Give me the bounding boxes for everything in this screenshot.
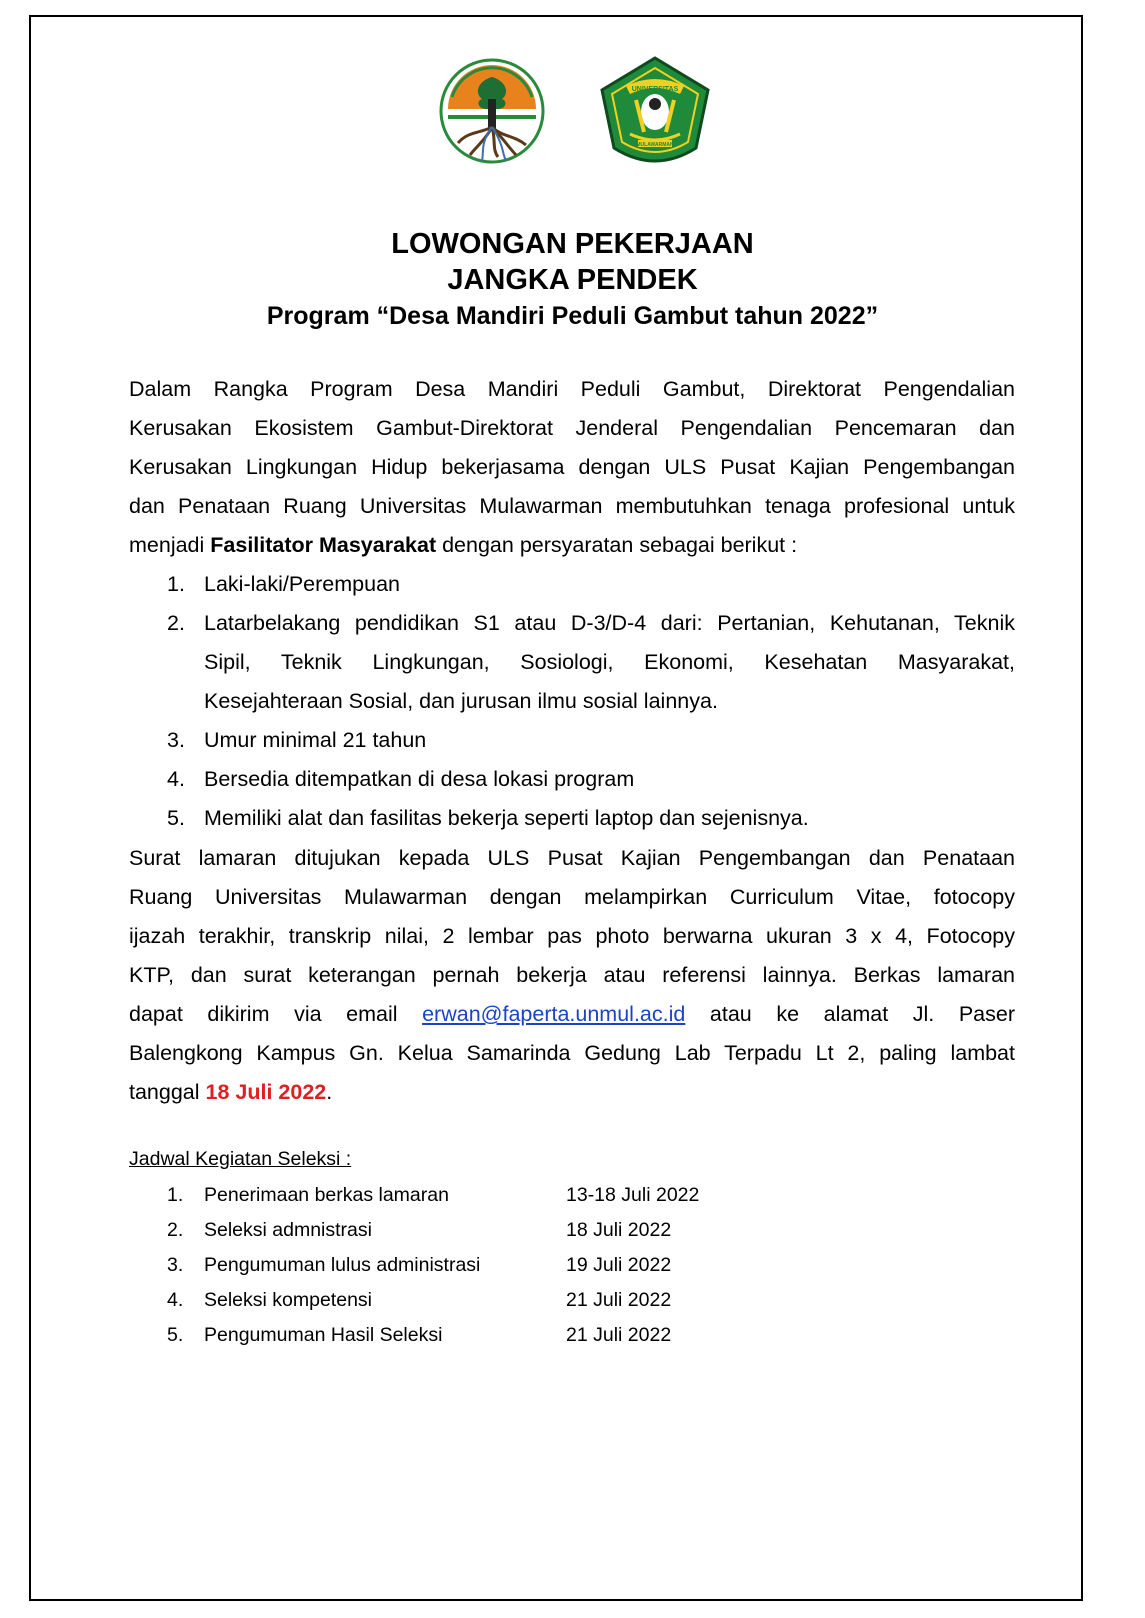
requirement-number: 4. — [167, 767, 185, 791]
schedule-activity: Pengumuman lulus administrasi — [204, 1254, 481, 1276]
schedule-date: 18 Juli 2022 — [566, 1219, 672, 1241]
schedule-activity: Seleksi admnistrasi — [204, 1219, 372, 1241]
title-line-1: LOWONGAN PEKERJAAN — [391, 228, 754, 260]
requirement-number: 2. — [167, 611, 185, 635]
requirement-item — [129, 604, 1015, 721]
application-text: . — [326, 1080, 333, 1104]
intro-line: Dalam Rangka Program Desa Mandiri Peduli Gambut, Direktorat Pengendalian — [129, 377, 1015, 401]
requirement-item — [129, 721, 1015, 760]
intro-line: dan Penataan Ruang Universitas Mulawarman membutuhkan tenaga profesional untuk — [129, 494, 1015, 518]
requirement-number: 5. — [167, 806, 185, 830]
schedule-number: 5. — [167, 1324, 184, 1346]
requirement-number: 3. — [167, 728, 185, 752]
application-line — [129, 1073, 1015, 1112]
application-line — [129, 995, 1015, 1034]
title-program: Program “Desa Mandiri Peduli Gambut tahun 2022” — [266, 302, 879, 330]
requirement-text: Memiliki alat dan fasilitas bekerja seperti laptop dan sejenisnya. — [204, 806, 809, 830]
schedule-activity: Pengumuman Hasil Seleksi — [204, 1324, 443, 1346]
schedule-number: 3. — [167, 1254, 184, 1276]
role-name: Fasilitator Masyarakat — [210, 533, 437, 557]
intro-line — [129, 526, 1015, 565]
application-line: Surat lamaran ditujukan kepada ULS Pusat Kajian Pengembangan dan Penataan — [129, 846, 1015, 870]
requirement-item — [129, 760, 1015, 799]
deadline-date: 18 Juli 2022 — [205, 1080, 327, 1104]
application-text: tanggal — [129, 1080, 206, 1104]
requirement-text: Laki-laki/Perempuan — [204, 572, 400, 596]
intro-text: menjadi — [129, 533, 211, 557]
requirement-text: Sipil, Teknik Lingkungan, Sosiologi, Ekonomi, Kesehatan Masyarakat, — [204, 650, 1015, 674]
intro-line: Kerusakan Ekosistem Gambut-Direktorat Jenderal Pengendalian Pencemaran dan — [129, 416, 1015, 440]
application-text: atau ke alamat Jl. Paser — [685, 1002, 1015, 1026]
requirement-text: Kesejahteraan Sosial, dan jurusan ilmu sosial lainnya. — [204, 689, 718, 713]
intro-paragraph — [129, 370, 1015, 565]
requirement-item — [129, 799, 1015, 838]
title-line-2: JANGKA PENDEK — [447, 264, 698, 296]
requirement-text: Latarbelakang pendidikan S1 atau D-3/D-4 dari: Pertanian, Kehutanan, Teknik — [204, 611, 1015, 635]
schedule-date: 19 Juli 2022 — [566, 1254, 672, 1276]
application-line: Balengkong Kampus Gn. Kelua Samarinda Gedung Lab Terpadu Lt 2, paling lambat — [129, 1041, 1015, 1065]
unmul-logo — [598, 56, 712, 167]
schedule-date: 21 Juli 2022 — [566, 1324, 672, 1346]
application-text: dapat dikirim via email — [129, 1002, 423, 1026]
klhk-logo — [438, 57, 546, 165]
requirement-text: Umur minimal 21 tahun — [204, 728, 427, 752]
requirement-text: Bersedia ditempatkan di desa lokasi program — [204, 767, 635, 791]
application-line: KTP, dan surat keterangan pernah bekerja atau referensi lainnya. Berkas lamaran — [129, 963, 1015, 987]
schedule-date: 21 Juli 2022 — [566, 1289, 672, 1311]
schedule-number: 2. — [167, 1219, 184, 1241]
application-paragraph — [129, 839, 1015, 1112]
requirement-item — [129, 565, 1015, 604]
application-line: Ruang Universitas Mulawarman dengan melampirkan Curriculum Vitae, fotocopy — [129, 885, 1015, 909]
application-line: ijazah terakhir, transkrip nilai, 2 lembar pas photo berwarna ukuran 3 x 4, Fotocopy — [129, 924, 1015, 948]
requirements-list — [129, 565, 1015, 838]
unmul-bottom-text: MULAWARMAN — [636, 142, 674, 148]
schedule-date: 13-18 Juli 2022 — [566, 1184, 700, 1206]
schedule-heading: Jadwal Kegiatan Seleksi : — [129, 1148, 352, 1170]
schedule-activity: Seleksi kompetensi — [204, 1289, 372, 1311]
schedule-activity: Penerimaan berkas lamaran — [204, 1184, 449, 1206]
schedule-number: 4. — [167, 1289, 184, 1311]
unmul-banner-text: UNIVERSITAS — [631, 86, 679, 93]
email-link[interactable]: erwan@faperta.unmul.ac.id — [422, 1002, 686, 1026]
requirement-number: 1. — [167, 572, 185, 596]
schedule-number: 1. — [167, 1184, 184, 1206]
intro-line: Kerusakan Lingkungan Hidup bekerjasama dengan ULS Pusat Kajian Pengembangan — [129, 455, 1015, 479]
intro-text: dengan persyaratan sebagai berikut : — [436, 533, 798, 557]
